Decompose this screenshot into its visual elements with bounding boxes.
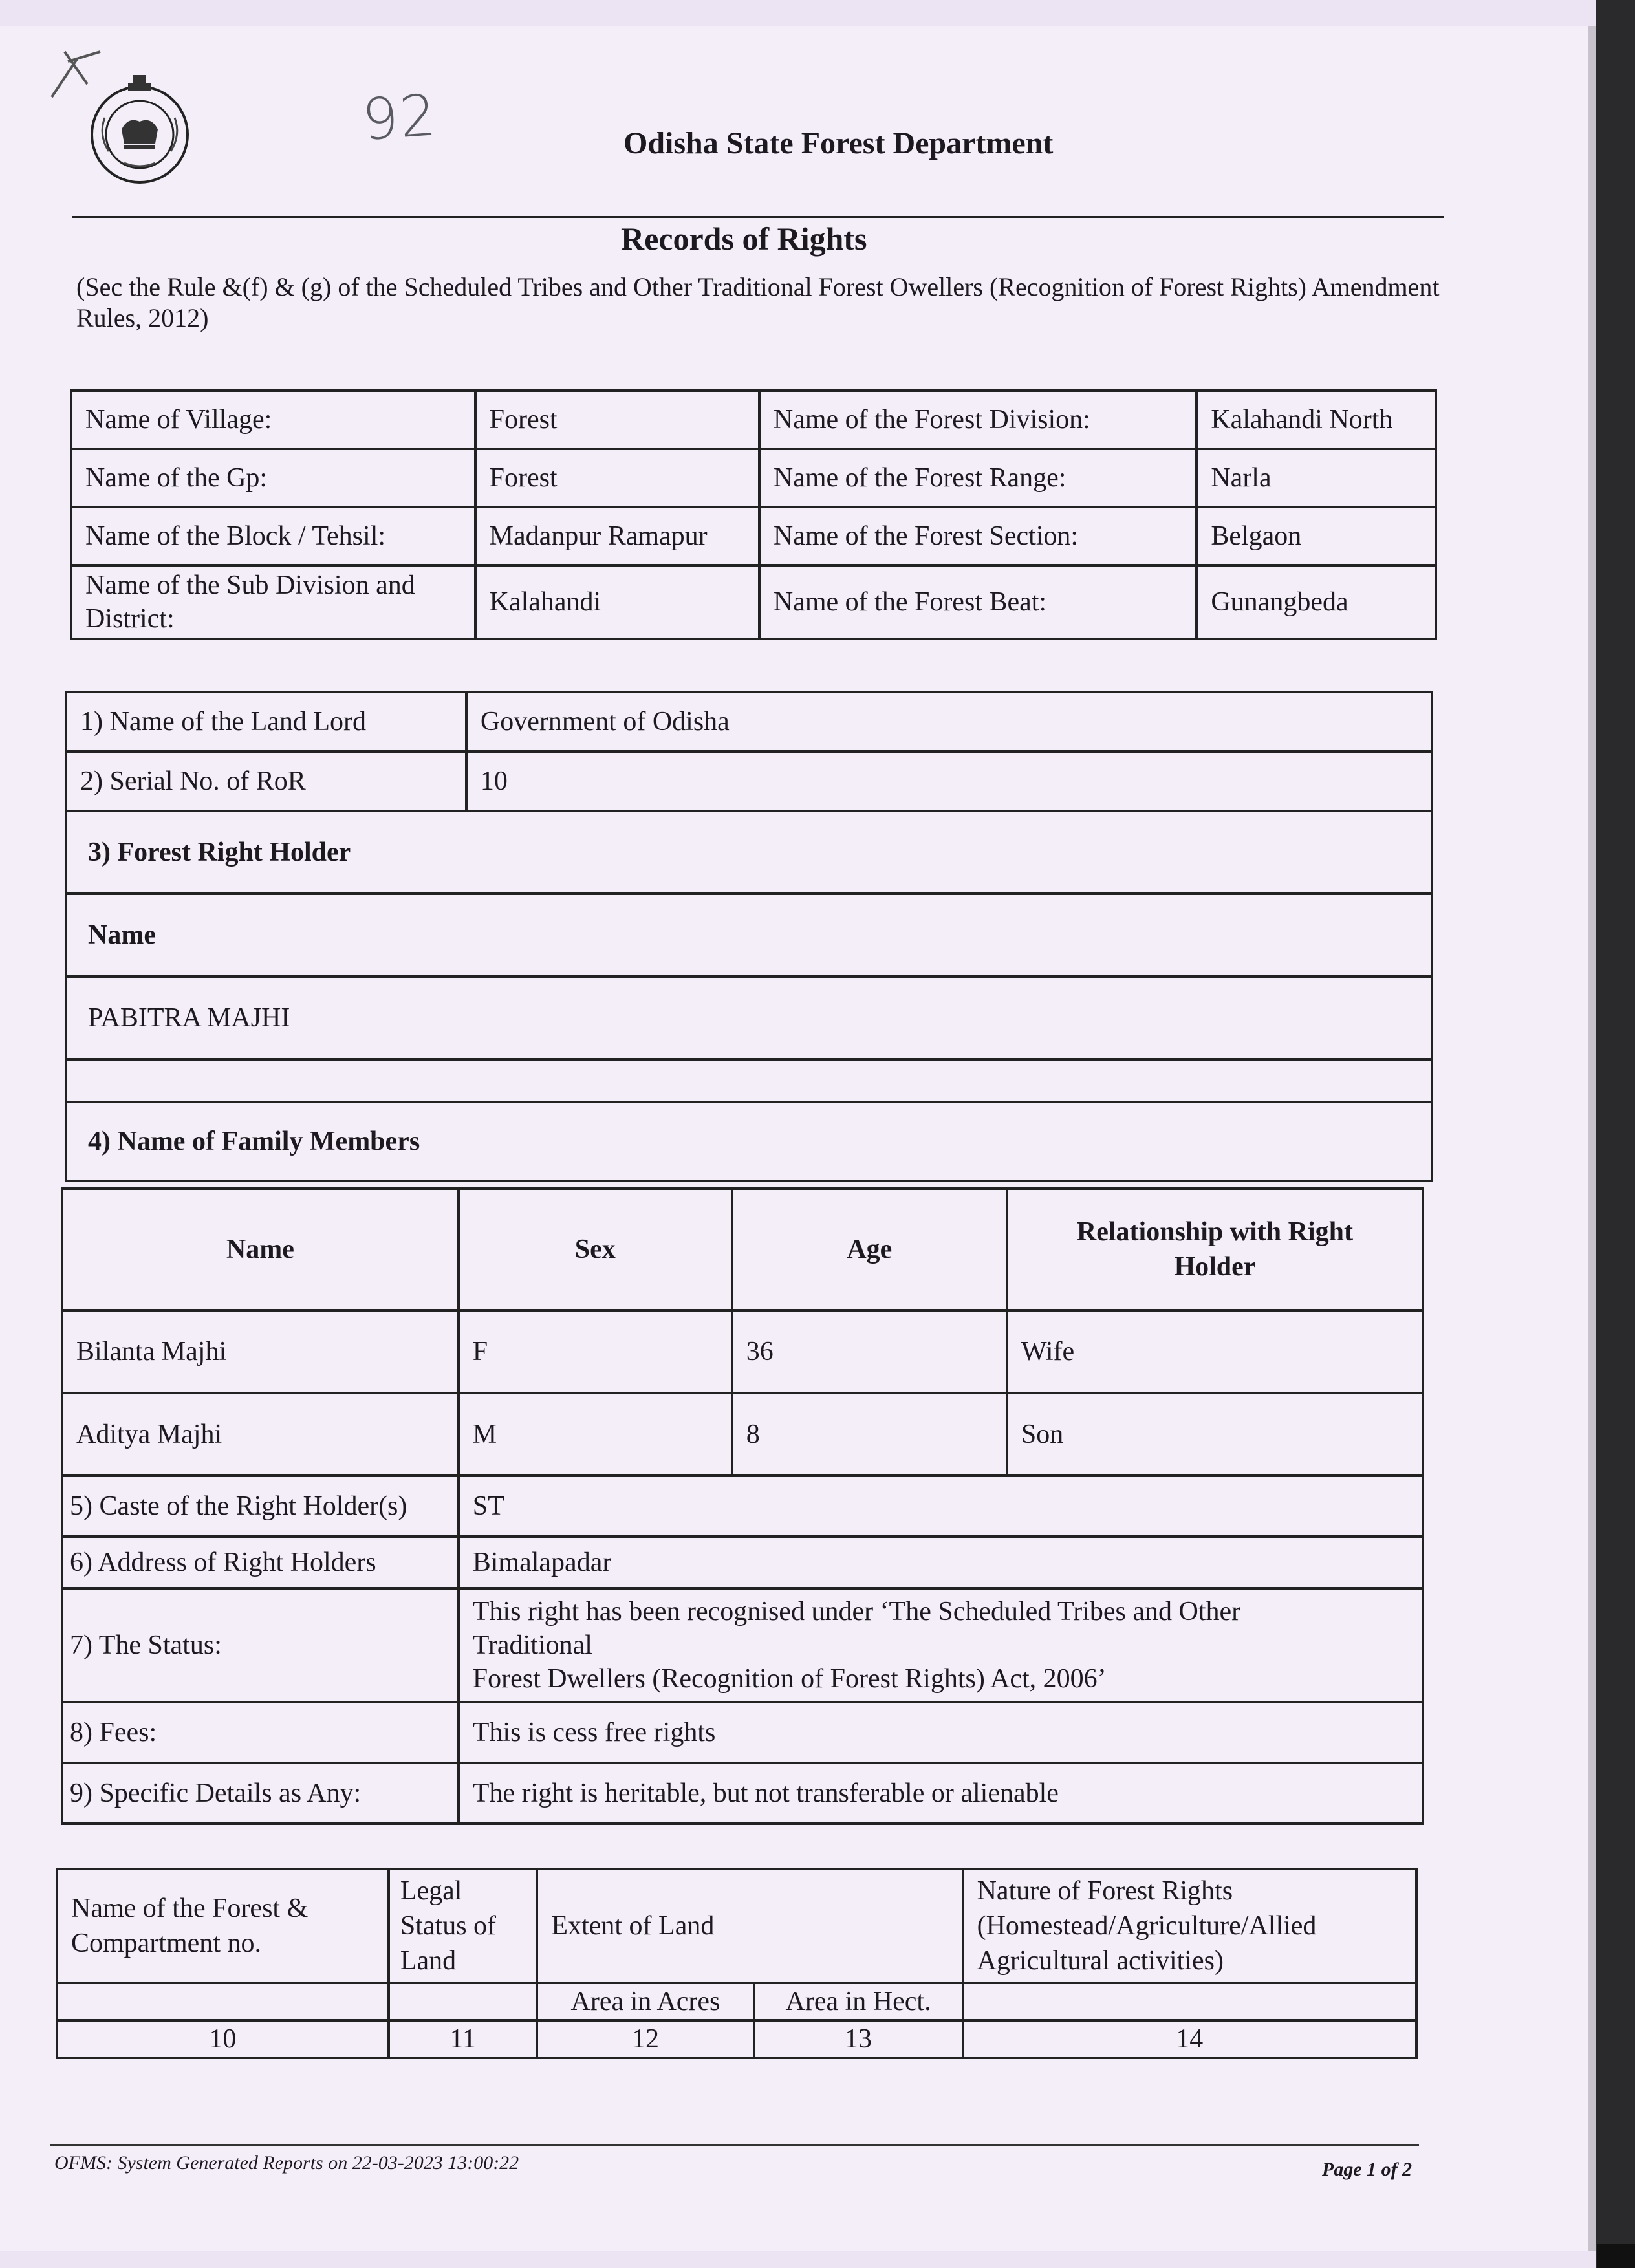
land-table: [56, 1868, 1418, 2059]
status-label: 7) The Status:: [62, 1588, 459, 1702]
column-number: 14: [963, 2020, 1416, 2058]
header-divider: [72, 216, 1444, 218]
specific-label: 9) Specific Details as Any:: [62, 1763, 459, 1824]
family-col-sex: Sex: [459, 1189, 732, 1310]
page-title: Records of Rights: [621, 221, 867, 257]
village-label: Name of Village:: [71, 391, 475, 449]
family-col-relationship: Relationship with Right Holder: [1007, 1189, 1423, 1310]
landlord-label: 1) Name of the Land Lord: [66, 692, 466, 751]
land-col-nature: Nature of Forest Rights (Homestead/Agriculture/Allied Agricultural activities): [963, 1869, 1416, 1983]
table-row: [57, 2020, 1416, 2058]
rule-reference: (Sec the Rule &(f) & (g) of the Scheduled Tribes and Other Traditional Forest Owellers (Recognition of Forest Rights) Amendment Rules, 2012): [76, 272, 1440, 332]
table-row: [62, 1763, 1423, 1824]
table-row: [62, 1393, 1423, 1476]
column-number: 11: [389, 2020, 537, 2058]
table-row: [71, 391, 1436, 449]
odisha-emblem-seal: [85, 72, 194, 188]
block-label: Name of the Block / Tehsil:: [71, 507, 475, 565]
range-value: Narla: [1196, 449, 1436, 507]
table-row: [66, 1059, 1432, 1102]
address-label: 6) Address of Right Holders: [62, 1537, 459, 1588]
status-line: Forest Dwellers (Recognition of Forest Rights) Act, 2006’: [472, 1664, 1107, 1694]
table-row: [62, 1476, 1423, 1537]
table-row: [62, 1310, 1423, 1393]
column-number: 10: [57, 2020, 389, 2058]
specific-value: The right is heritable, but not transferable or alienable: [459, 1763, 1423, 1824]
serial-label: 2) Serial No. of RoR: [66, 751, 466, 811]
member-sex: M: [459, 1393, 732, 1476]
scan-border: [1596, 0, 1635, 2268]
table-row: [66, 811, 1432, 894]
family-details-table: [61, 1187, 1424, 1825]
fees-value: This is cess free rights: [459, 1702, 1423, 1763]
member-name: Aditya Majhi: [62, 1393, 459, 1476]
footer-divider: [50, 2144, 1419, 2146]
gp-value: Forest: [475, 449, 759, 507]
village-value: Forest: [475, 391, 759, 449]
column-number: 12: [537, 2020, 753, 2058]
record-table: [65, 691, 1433, 1182]
table-row: [66, 977, 1432, 1059]
holder-heading: 3) Forest Right Holder: [66, 811, 1432, 894]
table-row: [66, 894, 1432, 977]
land-col-forest: Name of the Forest & Compartment no.: [57, 1869, 389, 1983]
blank-cell: [389, 1983, 537, 2020]
table-row: [66, 1102, 1432, 1181]
blank-row: [66, 1059, 1432, 1102]
table-row: [71, 449, 1436, 507]
serial-value: 10: [466, 751, 1432, 811]
blank-cell: [57, 1983, 389, 2020]
table-row: [57, 1983, 1416, 2020]
table-row: [66, 692, 1432, 751]
table-row: [66, 751, 1432, 811]
scan-corner: [1597, 2244, 1635, 2268]
land-sub-acres: Area in Acres: [537, 1983, 753, 2020]
page-number: Page 1 of 2: [1322, 2159, 1413, 2180]
division-label: Name of the Forest Division:: [759, 391, 1196, 449]
subdivision-value: Kalahandi: [475, 565, 759, 639]
member-name: Bilanta Majhi: [62, 1310, 459, 1393]
beat-value: Gunangbeda: [1196, 565, 1436, 639]
fees-label: 8) Fees:: [62, 1702, 459, 1763]
member-age: 36: [732, 1310, 1007, 1393]
land-col-legal: Legal Status of Land: [389, 1869, 537, 1983]
status-line: Traditional: [472, 1630, 592, 1660]
table-row: [62, 1537, 1423, 1588]
family-col-name: Name: [62, 1189, 459, 1310]
beat-label: Name of the Forest Beat:: [759, 565, 1196, 639]
family-heading: 4) Name of Family Members: [66, 1102, 1432, 1181]
status-value: [459, 1588, 1423, 1702]
land-sub-hect: Area in Hect.: [754, 1983, 963, 2020]
table-row: [62, 1588, 1423, 1702]
block-value: Madanpur Ramapur: [475, 507, 759, 565]
member-relation: Son: [1007, 1393, 1423, 1476]
table-header-row: [57, 1869, 1416, 1983]
member-sex: F: [459, 1310, 732, 1393]
blank-cell: [963, 1983, 1416, 2020]
land-col-extent: Extent of Land: [537, 1869, 962, 1983]
name-heading: Name: [66, 894, 1432, 977]
status-line: This right has been recognised under ‘The Scheduled Tribes and Other: [472, 1597, 1241, 1626]
location-table: [70, 389, 1437, 640]
caste-value: ST: [459, 1476, 1423, 1537]
table-row: [71, 507, 1436, 565]
range-label: Name of the Forest Range:: [759, 449, 1196, 507]
table-row: [71, 565, 1436, 639]
holder-name: PABITRA MAJHI: [66, 977, 1432, 1059]
table-header-row: [62, 1189, 1423, 1310]
handwritten-number: 92: [360, 81, 440, 153]
section-value: Belgaon: [1196, 507, 1436, 565]
landlord-value: Government of Odisha: [466, 692, 1432, 751]
family-col-age: Age: [732, 1189, 1007, 1310]
section-label: Name of the Forest Section:: [759, 507, 1196, 565]
member-relation: Wife: [1007, 1310, 1423, 1393]
footer-report-info: OFMS: System Generated Reports on 22-03-2023 13:00:22: [54, 2152, 519, 2174]
division-value: Kalahandi North: [1196, 391, 1436, 449]
member-age: 8: [732, 1393, 1007, 1476]
address-value: Bimalapadar: [459, 1537, 1423, 1588]
department-name: Odisha State Forest Department: [623, 126, 1054, 160]
table-row: [62, 1702, 1423, 1763]
subdivision-label: Name of the Sub Division and District:: [71, 565, 475, 639]
gp-label: Name of the Gp:: [71, 449, 475, 507]
column-number: 13: [754, 2020, 963, 2058]
caste-label: 5) Caste of the Right Holder(s): [62, 1476, 459, 1537]
